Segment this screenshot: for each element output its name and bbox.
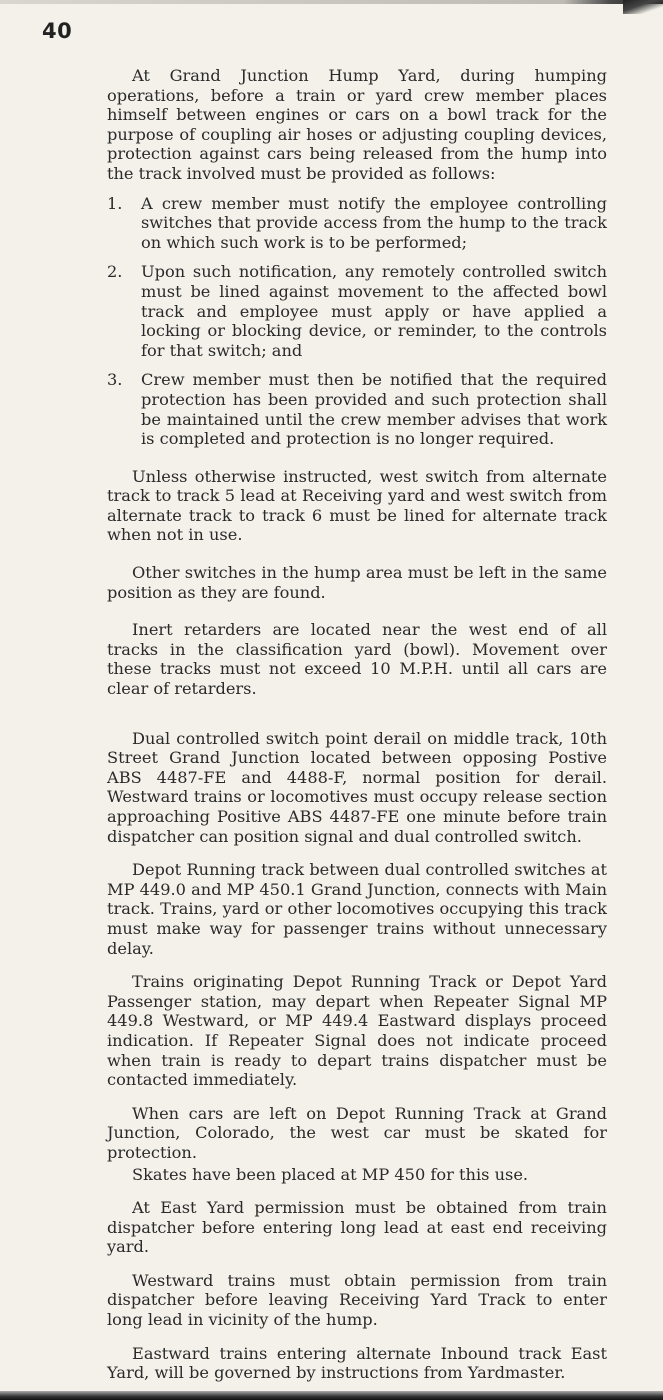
list-item-text: A crew member must notify the employee controlling switches that provide access from the hump to the track on which such work is to be performed; bbox=[141, 193, 607, 252]
list-item-text: Crew member must then be notified that the required protection has been provided and such protection shall be maintained until the crew member advises that work is completed and protection is no longer required. bbox=[141, 370, 607, 449]
paragraph-derail: Dual controlled switch point derail on middle track, 10th Street Grand Junction located between opposing Postive ABS 4487-FE and 4488-F, normal position for derail. Westward trains or locomotives must occupy release section approaching Positive ABS 4487-FE one minute before train dispatcher can position signal and dual controlled switch. bbox=[107, 728, 607, 846]
list-item bbox=[107, 194, 607, 253]
page-body bbox=[107, 66, 607, 1383]
list-item-number: 3. bbox=[107, 370, 123, 390]
paragraph-repeater-signal: Trains originating Depot Running Track or Depot Yard Passenger station, may depart when Repeater Signal MP 449.8 Westward, or MP 449.4 Eastward displays proceed indication. If Repeater Signal does not indicate proceed when train is ready to depart trains dispatcher must be contacted immediately. bbox=[107, 972, 607, 1090]
list-item-text: Upon such notification, any remotely controlled switch must be lined against movement to the affected bowl track and employee must apply or have applied a locking or blocking device, or reminder, to the controls for that switch; and bbox=[141, 262, 607, 360]
paragraph-eastward-trains: Eastward trains entering alternate Inbound track East Yard, will be governed by instructions from Yardmaster. bbox=[107, 1343, 607, 1383]
corner-mark bbox=[623, 0, 663, 14]
paragraph-east-yard: At East Yard permission must be obtained from train dispatcher before entering long lead at east end receiving yard. bbox=[107, 1198, 607, 1257]
intro-paragraph: At Grand Junction Hump Yard, during humping operations, before a train or yard crew member places himself between engines or cars on a bowl track for the purpose of coupling air hoses or adjusting coupling devices, protection against cars being released from the hump into the track involved must be provided as follows: bbox=[107, 66, 607, 183]
list-item bbox=[107, 262, 607, 360]
list-item-number: 1. bbox=[107, 193, 123, 213]
page-edge-top bbox=[0, 0, 663, 4]
paragraph-inert-retarders: Inert retarders are located near the west end of all tracks in the classification yard (bowl). Movement over these tracks must not exceed 10 M.P.H. until all cars are clear of retarders. bbox=[107, 620, 607, 699]
page-number: 40 bbox=[42, 19, 73, 43]
paragraph-westward-trains: Westward trains must obtain permission from train dispatcher before leaving Receiving Yard Track to enter long lead in vicinity of the hump. bbox=[107, 1270, 607, 1330]
protection-steps-list bbox=[107, 194, 607, 449]
paragraph-hump-switches: Other switches in the hump area must be left in the same position as they are found. bbox=[107, 563, 607, 602]
paragraph-depot-running-track: Depot Running track between dual controlled switches at MP 449.0 and MP 450.1 Grand Junction, connects with Main track. Trains, yard or other locomotives occupying this track must make way for passenger trains without unnecessary delay. bbox=[107, 860, 607, 958]
list-item-number: 2. bbox=[107, 262, 123, 282]
list-item bbox=[107, 370, 607, 448]
paragraph-skated-cars: When cars are left on Depot Running Track at Grand Junction, Colorado, the west car must be skated for protection. bbox=[107, 1103, 607, 1162]
paragraph-alternate-track: Unless otherwise instructed, west switch from alternate track to track 5 lead at Receiving yard and west switch from alternate track to track 6 must be lined for alternate track when not in use. bbox=[107, 466, 607, 545]
paragraph-skates: Skates have been placed at MP 450 for this use. bbox=[132, 1164, 529, 1184]
page-edge-bottom bbox=[0, 1391, 663, 1400]
